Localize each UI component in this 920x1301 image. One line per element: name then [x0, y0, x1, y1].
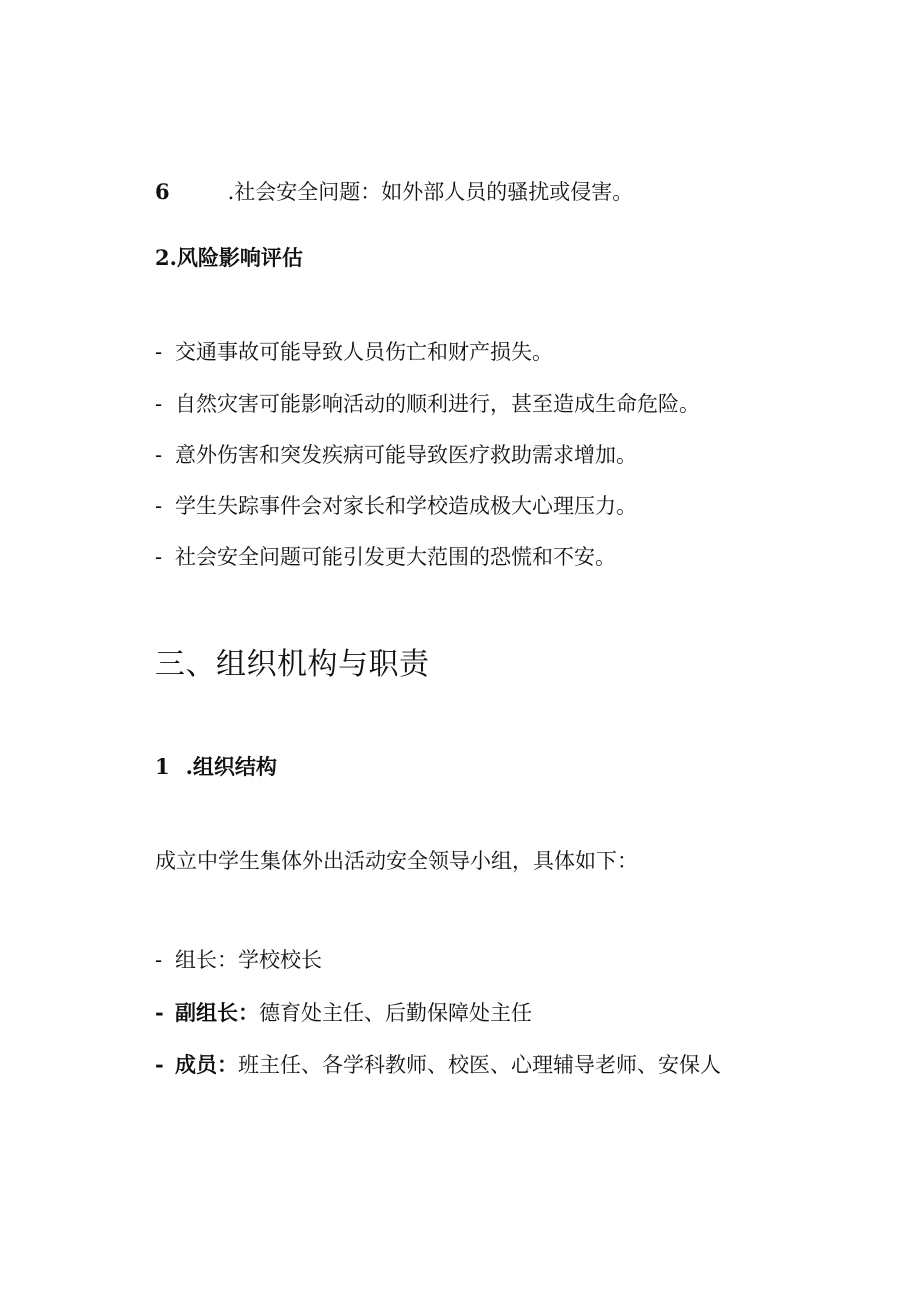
- list-dash: -: [155, 1052, 164, 1077]
- section-3-1-number: 1: [155, 754, 170, 779]
- member-item: [155, 950, 322, 971]
- impact-item: [155, 445, 637, 466]
- impact-item: [155, 394, 700, 415]
- list-dash: -: [155, 494, 163, 518]
- member-text: 班主任、各学科教师、校医、心理辅导老师、安保人: [238, 1053, 721, 1077]
- impact-item-text: 学生失踪事件会对家长和学校造成极大心理压力。: [175, 494, 637, 518]
- member-text: 学校校长: [238, 948, 322, 972]
- list-dash: -: [155, 948, 163, 972]
- list-dash: -: [155, 392, 163, 416]
- list-dash: -: [155, 1000, 164, 1025]
- risk-item-6-text: .社会安全问题：如外部人员的骚扰或侵害。: [227, 180, 634, 204]
- list-dash: -: [155, 545, 163, 569]
- section-3-1-heading: [155, 756, 277, 777]
- section-2-heading: 2.风险影响评估: [155, 245, 303, 270]
- list-dash: -: [155, 443, 163, 467]
- impact-item: [155, 547, 616, 568]
- risk-item-6-number: 6: [155, 179, 170, 204]
- list-dash: -: [155, 340, 163, 364]
- section-3-1-title: .组织结构: [185, 754, 277, 779]
- section-3-1-intro: 成立中学生集体外出活动安全领导小组，具体如下：: [155, 849, 638, 873]
- risk-item-6: [155, 181, 633, 203]
- member-role: 副组长：: [175, 1000, 259, 1025]
- impact-item-text: 交通事故可能导致人员伤亡和财产损失。: [175, 340, 553, 364]
- member-text: 德育处主任、后勤保障处主任: [259, 1001, 532, 1025]
- impact-item: [155, 496, 637, 517]
- member-role: 组长：: [175, 948, 238, 972]
- member-item: [155, 1054, 721, 1076]
- impact-item-text: 自然灾害可能影响活动的顺利进行，甚至造成生命危险。: [175, 392, 700, 416]
- impact-item: [155, 342, 553, 363]
- member-item: [155, 1002, 532, 1024]
- impact-item-text: 意外伤害和突发疾病可能导致医疗救助需求增加。: [175, 443, 637, 467]
- member-role: 成员：: [175, 1052, 238, 1077]
- impact-item-text: 社会安全问题可能引发更大范围的恐慌和不安。: [175, 545, 616, 569]
- chapter-3-heading: 三、组织机构与职责: [155, 647, 430, 682]
